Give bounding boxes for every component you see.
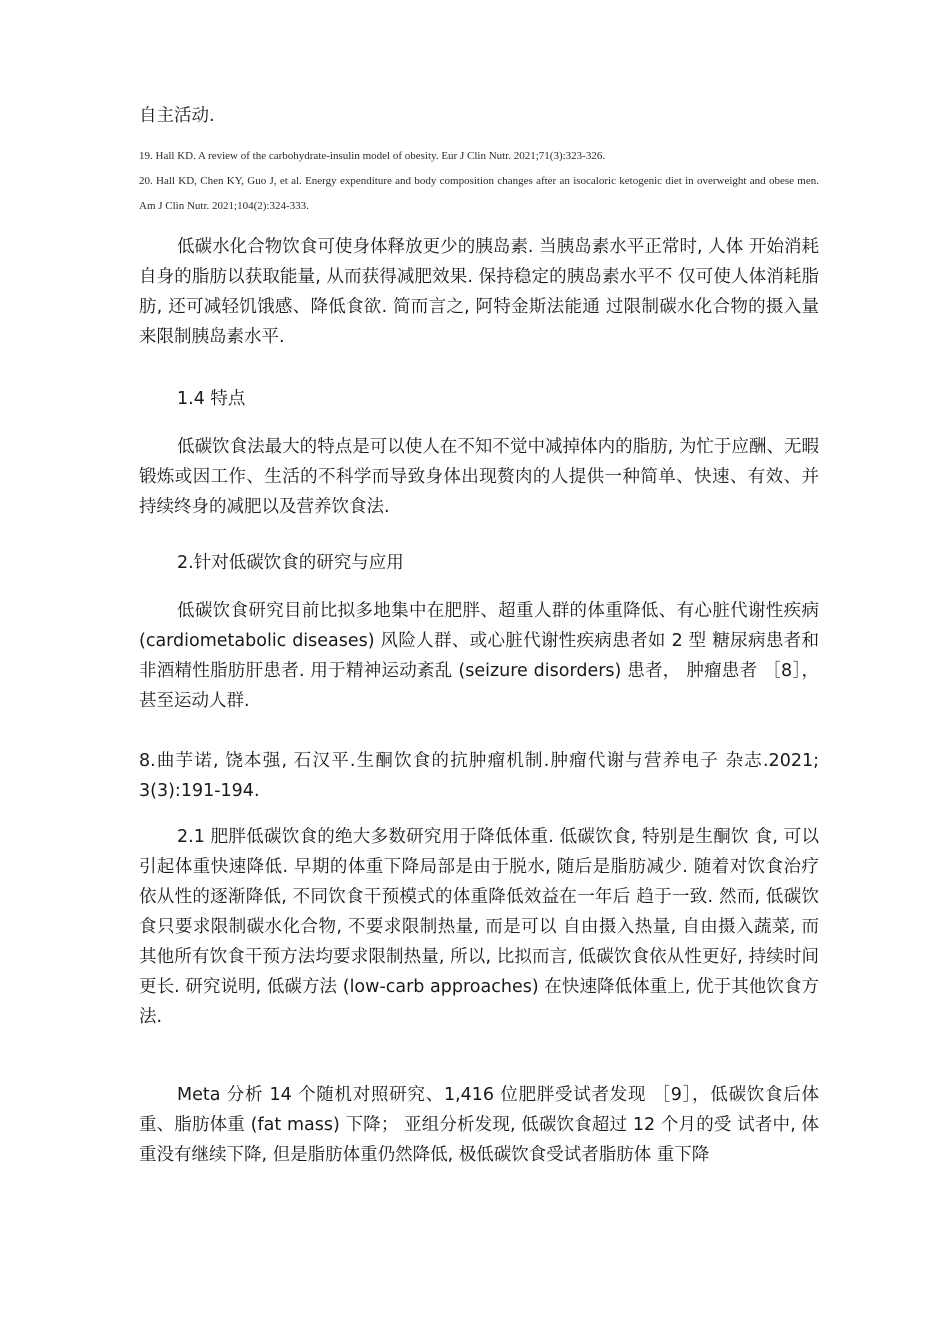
- continuation-text: 自主活动.: [139, 106, 215, 126]
- paragraph-features: 低碳饮食法最大的特点是可以使人在不知不觉中减掉体内的脂肪, 为忙于应酬、无暇锻炼或因工作、生活的不科学而导致身体出现赘肉的人提供一种简单、快速、有效、并持续终身的减肥以及营养饮食法.: [139, 437, 819, 517]
- paragraph-meta-analysis: Meta 分析 14 个随机对照研究、1,416 位肥胖受试者发现 ［9］，低碳饮食后体重、脂肪体重 (fat mass) 下降； 亚组分析发现, 低碳饮食超过 12 个月的受 试者中, 体重没有继续下降, 但是脂肪体重仍然降低, 极低碳饮食受试者脂肪体 重下降: [139, 1085, 819, 1165]
- section-heading-1-4: 1.4 特点: [177, 389, 246, 409]
- section-heading-2: 2.针对低碳饮食的研究与应用: [177, 553, 404, 573]
- footnote-19: 19. Hall KD. A review of the carbohydrate-insulin model of obesity. Eur J Clin Nutr. 2021;71(3):323-326.: [139, 150, 606, 162]
- reference-8: 8.曲芋诺, 饶本强, 石汉平.生酮饮食的抗肿瘤机制.肿瘤代谢与营养电子 杂志.2021; 3(3):191-194.: [139, 751, 819, 801]
- paragraph-insulin: 低碳水化合物饮食可使身体释放更少的胰岛素. 当胰岛素水平正常时, 人体 开始消耗自身的脂肪以获取能量, 从而获得减肥效果. 保持稳定的胰岛素水平不 仅可使人体消耗脂肪, 还可减轻饥饿感、降低食欲. 简而言之, 阿特金斯法能通 过限制碳水化合物的摄入量来限制胰岛素水平.: [139, 237, 819, 347]
- paragraph-research: 低碳饮食研究目前比拟多地集中在肥胖、超重人群的体重降低、有心脏代谢性疾病 (cardiometabolic diseases) 风险人群、或心脏代谢性疾病患者如 2 型 糖尿病患者和非酒精性脂肪肝患者. 用于精神运动紊乱 (seizure disorders) 患者， 肿瘤患者 ［8］，甚至运动人群.: [139, 601, 819, 711]
- footnote-20: 20. Hall KD, Chen KY, Guo J, et al. Energy expenditure and body composition changes after an isocaloric ketogenic diet in overweight and obese men. Am J Clin Nutr. 2021;104(2):324-333.: [139, 175, 819, 212]
- paragraph-obesity: 2.1 肥胖低碳饮食的绝大多数研究用于降低体重. 低碳饮食, 特别是生酮饮 食, 可以引起体重快速降低. 早期的体重下降局部是由于脱水, 随后是脂肪减少. 随着对饮食治疗依从性的逐渐降低, 不同饮食干预模式的体重降低效益在一年后 趋于一致. 然而, 低碳饮食只要求限制碳水化合物, 不要求限制热量, 而是可以 自由摄入热量, 自由摄入蔬菜, 而其他所有饮食干预方法均要求限制热量, 所以, 比拟而言, 低碳饮食依从性更好, 持续时间更长. 研究说明, 低碳方法 (low-carb approaches) 在快速降低体重上, 优于其他饮食方法.: [139, 827, 819, 1027]
